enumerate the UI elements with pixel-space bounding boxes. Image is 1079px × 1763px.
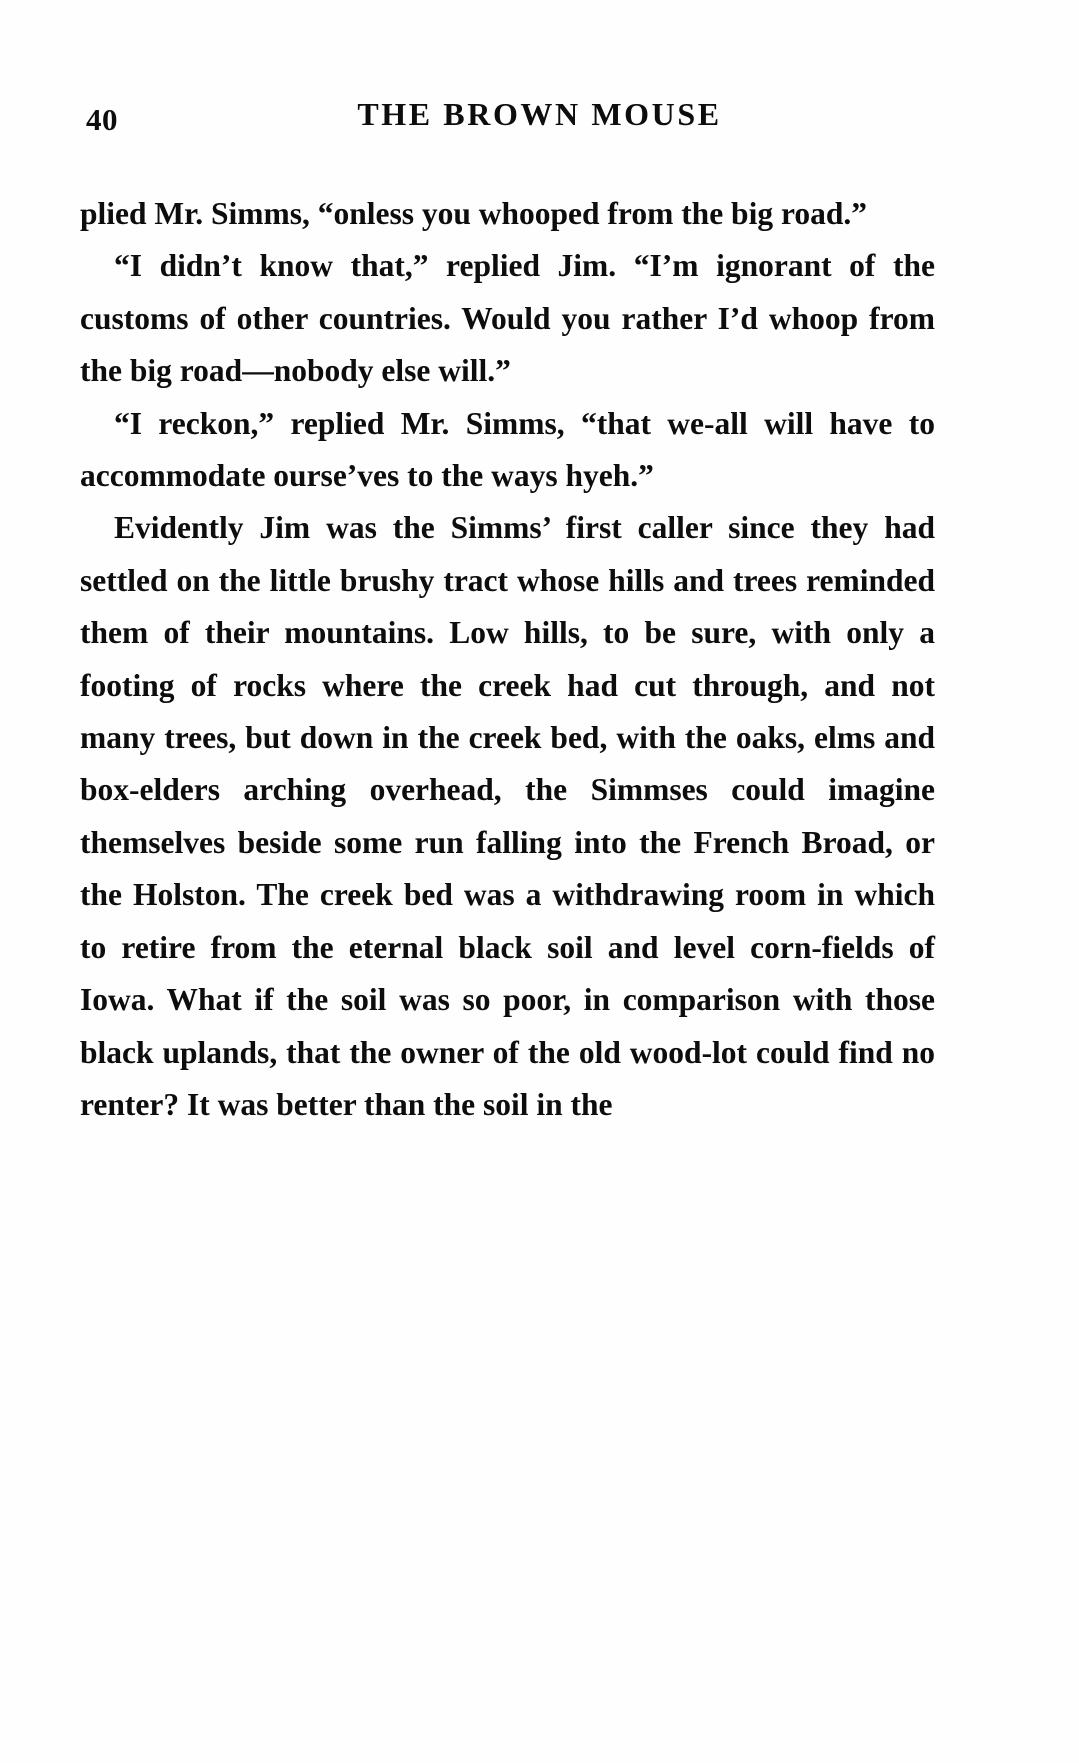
body-text (80, 188, 935, 1131)
paragraph: Evidently Jim was the Simms’ first caller since they had settled on the little brushy tract whose hills and trees reminded them of their mountains. Low hills, to be sure, with only a footing of rocks where the creek had cut through, and not many trees, but down in the creek bed, with the oaks, elms and box-elders arching overhead, the Simmses could imagine themselves beside some run falling into the French Broad, or the Holston. The creek bed was a withdrawing room in which to retire from the eternal black soil and level corn-fields of Iowa. What if the soil was so poor, in comparison with those black uplands, that the owner of the old wood-lot could find no renter? It was better than the soil in the (80, 510, 935, 1122)
page-header (86, 96, 993, 142)
page-number: 40 (86, 102, 118, 137)
paragraph: “I reckon,” replied Mr. Simms, “that we-all will have to accommodate ourse’ves to the ways hyeh.” (80, 405, 935, 494)
paragraph: “I didn’t know that,” replied Jim. “I’m ignorant of the customs of other countries. Would you rather I’d whoop from the big road—nobody else will.” (80, 248, 935, 389)
running-head: THE BROWN MOUSE (357, 96, 722, 132)
paragraph: plied Mr. Simms, “onless you whooped from the big road.” (80, 196, 868, 231)
